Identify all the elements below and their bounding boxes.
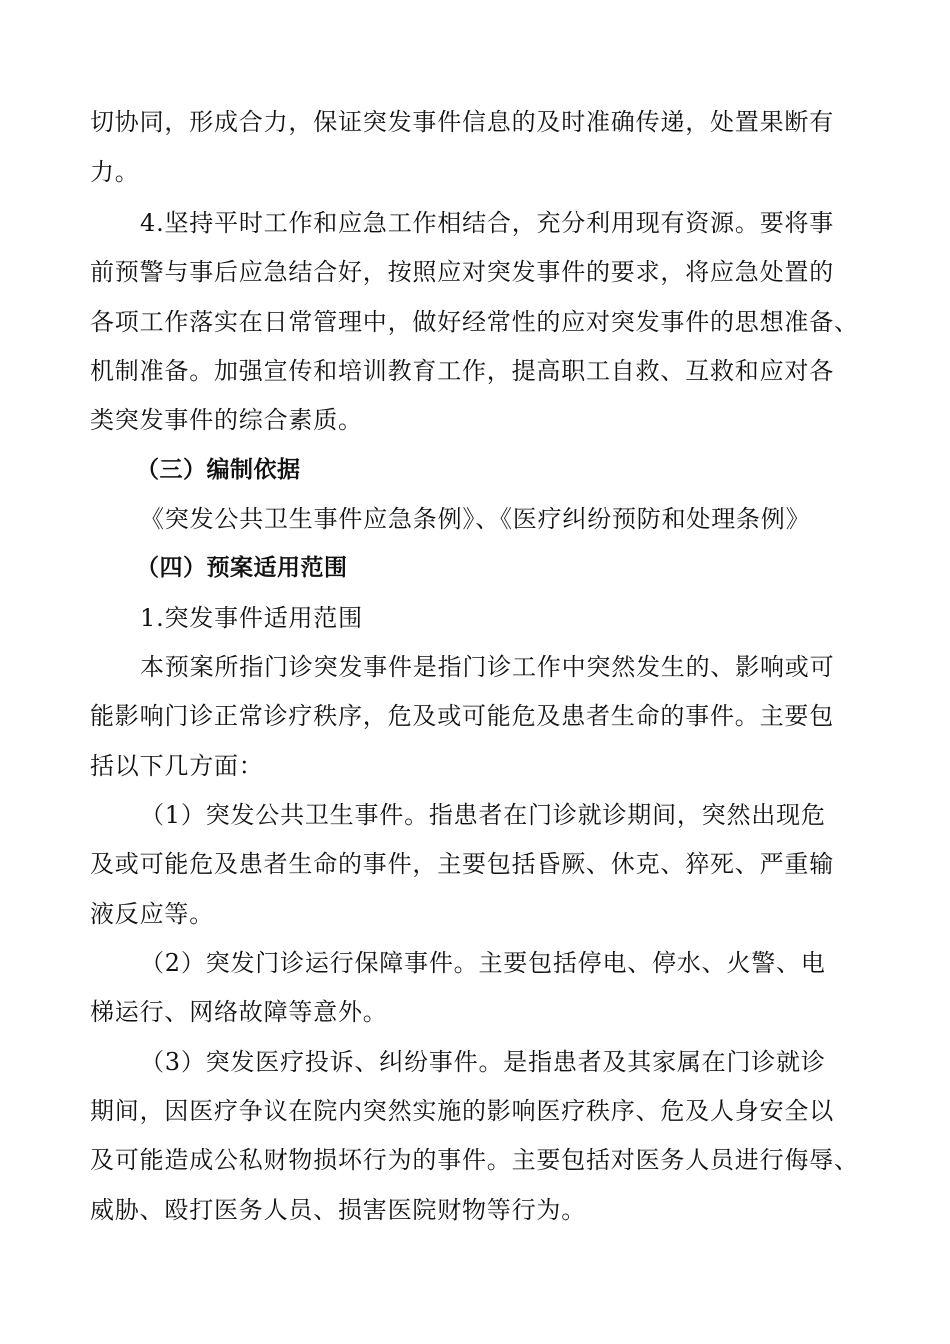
item-1-line-2: 及或可能危及患者生命的事件，主要包括昏厥、休克、猝死、严重输 (90, 850, 834, 878)
item-3-line-4: 威胁、殴打医务人员、损害医院财物等行为。 (90, 1196, 586, 1224)
item-1-line-1: （1）突发公共卫生事件。指患者在门诊就诊期间，突然出现危 (140, 801, 826, 829)
section-4-intro-line-1: 本预案所指门诊突发事件是指门诊工作中突然发生的、影响或可 (140, 653, 835, 681)
paragraph-4-line-2: 前预警与事后应急结合好，按照应对突发事件的要求，将应急处置的 (90, 258, 834, 286)
paragraph-3-line-2: 力。 (90, 158, 140, 186)
paragraph-4-line-4: 机制准备。加强宣传和培训教育工作，提高职工自救、互救和应对各 (90, 357, 834, 385)
section-4-subheading: 1.突发事件适用范围 (140, 604, 363, 632)
item-3-line-1: （3）突发医疗投诉、纠纷事件。是指患者及其家属在门诊就诊 (140, 1048, 826, 1076)
section-3-heading: （三）编制依据 (136, 457, 301, 483)
section-3-basis: 《突发公共卫生事件应急条例》、《医疗纠纷预防和处理条例》 (140, 505, 811, 533)
section-4-intro-line-3: 括以下几方面： (90, 752, 264, 780)
section-4-intro-line-2: 能影响门诊正常诊疗秩序，危及或可能危及患者生命的事件。主要包 (90, 702, 834, 730)
paragraph-3-line-1: 切协同，形成合力，保证突发事件信息的及时准确传递，处置果断有 (90, 108, 834, 136)
item-3-line-2: 期间，因医疗争议在院内突然实施的影响医疗秩序、危及人身安全以 (90, 1097, 834, 1125)
item-1-line-3: 液反应等。 (90, 900, 214, 928)
item-3-line-3: 及可能造成公私财物损坏行为的事件。主要包括对医务人员进行侮辱、 (90, 1146, 859, 1174)
section-4-heading: （四）预案适用范围 (136, 555, 348, 581)
item-2-line-1: （2）突发门诊运行保障事件。主要包括停电、停水、火警、电 (140, 949, 826, 977)
paragraph-4-line-1: 4.坚持平时工作和应急工作相结合，充分利用现有资源。要将事 (140, 209, 835, 237)
item-2-line-2: 梯运行、网络故障等意外。 (90, 998, 388, 1026)
paragraph-4-line-5: 类突发事件的综合素质。 (90, 406, 363, 434)
paragraph-4-line-3: 各项工作落实在日常管理中，做好经常性的应对突发事件的思想准备、 (90, 308, 859, 336)
